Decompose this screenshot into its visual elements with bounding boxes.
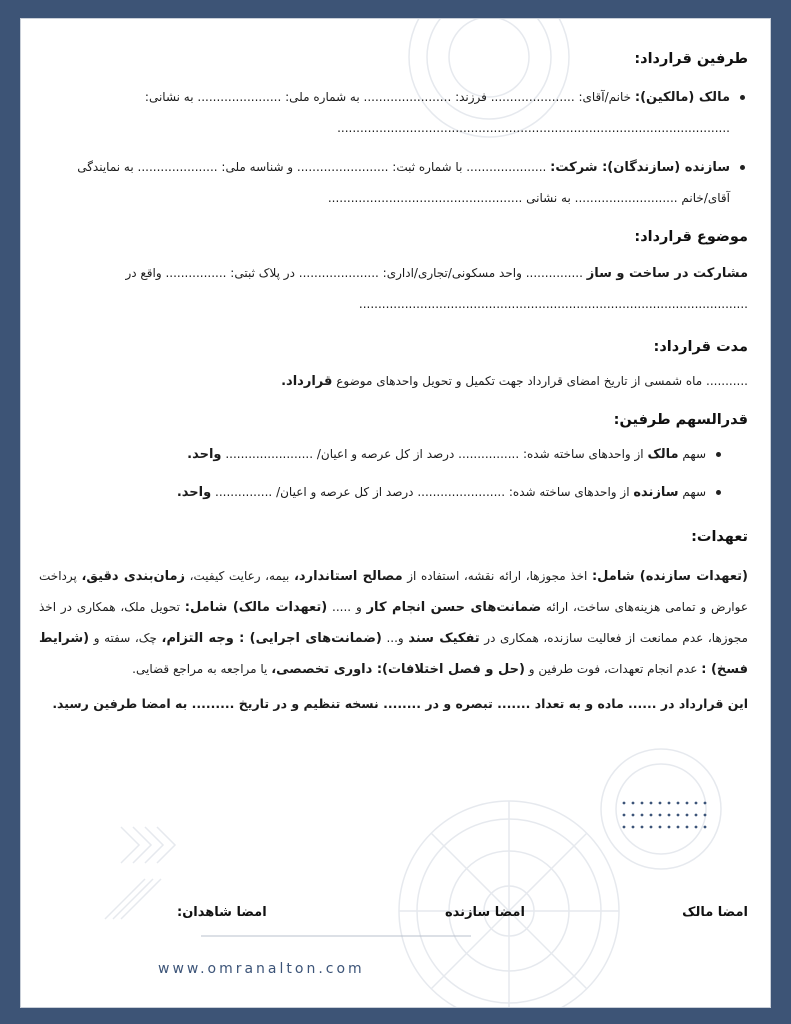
dispute-resolution: (حل و فصل اختلافات): داوری تخصصی، <box>271 662 525 677</box>
owner-signature: امضا مالک <box>682 905 748 920</box>
termination-conditions: (شرایط فسخ) : <box>39 631 748 677</box>
duration-heading: مدت قرارداد: <box>653 339 748 355</box>
builder-signature: امضا سازنده <box>445 905 525 920</box>
shares-heading: قدرالسهم طرفین: <box>613 412 748 428</box>
builder-details: ..................... با شماره ثبت: ........................ و شناسه ملی: ..................... به نمایندگی <box>77 160 547 174</box>
owner-details: خانم/آقای: ...................... فرزند: ....................... به شماره ملی: ...................... به نشانی: <box>144 90 632 104</box>
contract-content <box>39 49 748 714</box>
obligations-text-7: و... <box>386 631 404 645</box>
builder-label: سازنده (سازندگان): شرکت: <box>550 160 730 175</box>
obligations-text-9: عدم انجام تعهدات، فوت طرفین و <box>528 662 698 676</box>
obligations-text-8: چک، سفته و <box>93 631 157 645</box>
obligations-text-10: یا مراجعه به <box>206 662 268 676</box>
subject-line-2: ...................................................................................................... <box>358 297 748 311</box>
owner-share-end: واحد. <box>187 447 222 462</box>
obligations-paragraph <box>39 561 748 685</box>
owner-address-line: ....................................................................................................... <box>337 121 730 135</box>
owner-label: مالک (مالکین): <box>634 90 730 105</box>
owner-share <box>39 444 724 465</box>
subject-details: ............... واحد مسکونی/تجاری/اداری: ..................... در پلاک ثبتی: ................ واقع در <box>125 266 583 280</box>
performance-guarantee: ضمانت‌های حسن انجام کار <box>366 600 542 615</box>
subject-line <box>39 263 748 284</box>
builder-obligations-label: (تعهدات سازنده) شامل: <box>591 569 748 584</box>
builder-share <box>39 482 724 503</box>
obligations-text-6: همکاری در اخذ مجوزها، عدم ممانعت از فعالیت سازنده، همکاری در <box>39 600 748 645</box>
closing-statement: این قرارداد در ...... ماده و به تعداد ....... تبصره و در ........ نسخه تنظیم و در تاریخ ......... به امضا طرفین رسید. <box>52 696 748 711</box>
owner-share-text: از واحدهای ساخته شده: ................ درصد از کل عرصه و اعیان/ ....................... <box>225 447 644 461</box>
builder-share-prefix: سهم <box>682 485 706 499</box>
builder-address-line: آقای/خانم ........................... به نشانی ................................................... <box>327 191 730 205</box>
obligations-text-2: بیمه، رعایت کیفیت، <box>189 569 290 583</box>
duration-body: ........... ماه شمسی از تاریخ امضای قرارداد جهت تکمیل و تحویل واحدهای موضوع <box>336 374 748 388</box>
owner-obligations-label: (تعهدات مالک) شامل: <box>184 600 328 615</box>
precise-scheduling: زمان‌بندی دقیق، <box>81 569 185 584</box>
website-footer: www.omranalton.com <box>158 961 365 977</box>
obligations-text-3: پرداخت عوارض و تمامی هزینه‌های ساخت، ارائه <box>39 569 748 614</box>
obligations-heading: تعهدات: <box>691 529 748 545</box>
duration-text <box>39 371 748 392</box>
obligations-text-11: مراجع قضایی. <box>132 662 204 676</box>
parties-heading: طرفین قرارداد: <box>634 51 748 67</box>
execution-guarantees: (ضمانت‌های اجرایی) : وجه التزام، <box>161 631 382 646</box>
standard-materials: مصالح استاندارد، <box>293 569 403 584</box>
owner-share-bold: مالک <box>647 447 679 462</box>
builder-share-text: از واحدهای ساخته شده: ....................... درصد از کل عرصه و اعیان/ ............... <box>215 485 630 499</box>
duration-bold-end: قرارداد. <box>281 374 333 389</box>
owner-bullet <box>39 87 748 108</box>
witnesses-signature: امضا شاهدان: <box>177 905 267 920</box>
builder-share-end: واحد. <box>176 485 212 500</box>
subject-heading: موضوع قرارداد: <box>634 229 748 245</box>
obligations-text-4: و ..... <box>332 600 362 614</box>
deed-separation: تفکیک سند <box>408 631 480 646</box>
builder-bullet <box>39 157 748 178</box>
builder-share-bold: سازنده <box>633 485 679 500</box>
document-page <box>20 18 771 1008</box>
subject-bold-label: مشارکت در ساخت و ساز <box>586 266 748 281</box>
owner-share-prefix: سهم <box>682 447 706 461</box>
obligations-text-5: تحویل ملک، <box>120 600 180 614</box>
obligations-text-1: اخذ مجوزها، ارائه نقشه، استفاده از <box>407 569 588 583</box>
